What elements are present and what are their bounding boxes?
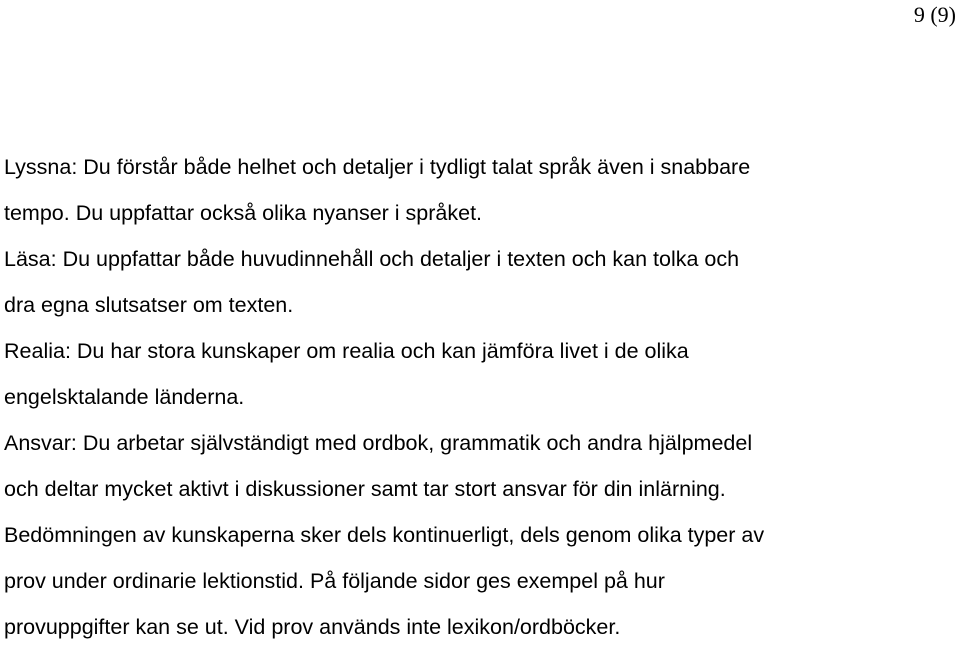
text-line-lyssna-2: tempo. Du uppfattar också olika nyanser i språket.	[4, 201, 483, 225]
text-line-bedomning-3: provuppgifter kan se ut. Vid prov används inte lexikon/ordböcker.	[4, 615, 621, 639]
text-line-lasa-1: Läsa: Du uppfattar både huvudinnehåll och detaljer i texten och kan tolka och	[4, 247, 740, 271]
text-line-bedomning-1: Bedömningen av kunskaperna sker dels kontinuerligt, dels genom olika typer av	[4, 523, 765, 547]
text-line-lasa-2: dra egna slutsatser om texten.	[4, 293, 294, 317]
document-body	[4, 144, 956, 650]
text-line-realia-1: Realia: Du har stora kunskaper om realia och kan jämföra livet i de olika	[4, 339, 689, 363]
text-line-realia-2: engelsktalande länderna.	[4, 385, 245, 409]
text-line-ansvar-1: Ansvar: Du arbetar självständigt med ordbok, grammatik och andra hjälpmedel	[4, 431, 753, 455]
page-number: 9 (9)	[913, 2, 956, 27]
text-line-lyssna-1: Lyssna: Du förstår både helhet och detaljer i tydligt talat språk även i snabbare	[4, 155, 751, 179]
text-line-bedomning-2: prov under ordinarie lektionstid. På följande sidor ges exempel på hur	[4, 569, 665, 593]
text-line-ansvar-2: och deltar mycket aktivt i diskussioner samt tar stort ansvar för din inlärning.	[4, 477, 726, 501]
